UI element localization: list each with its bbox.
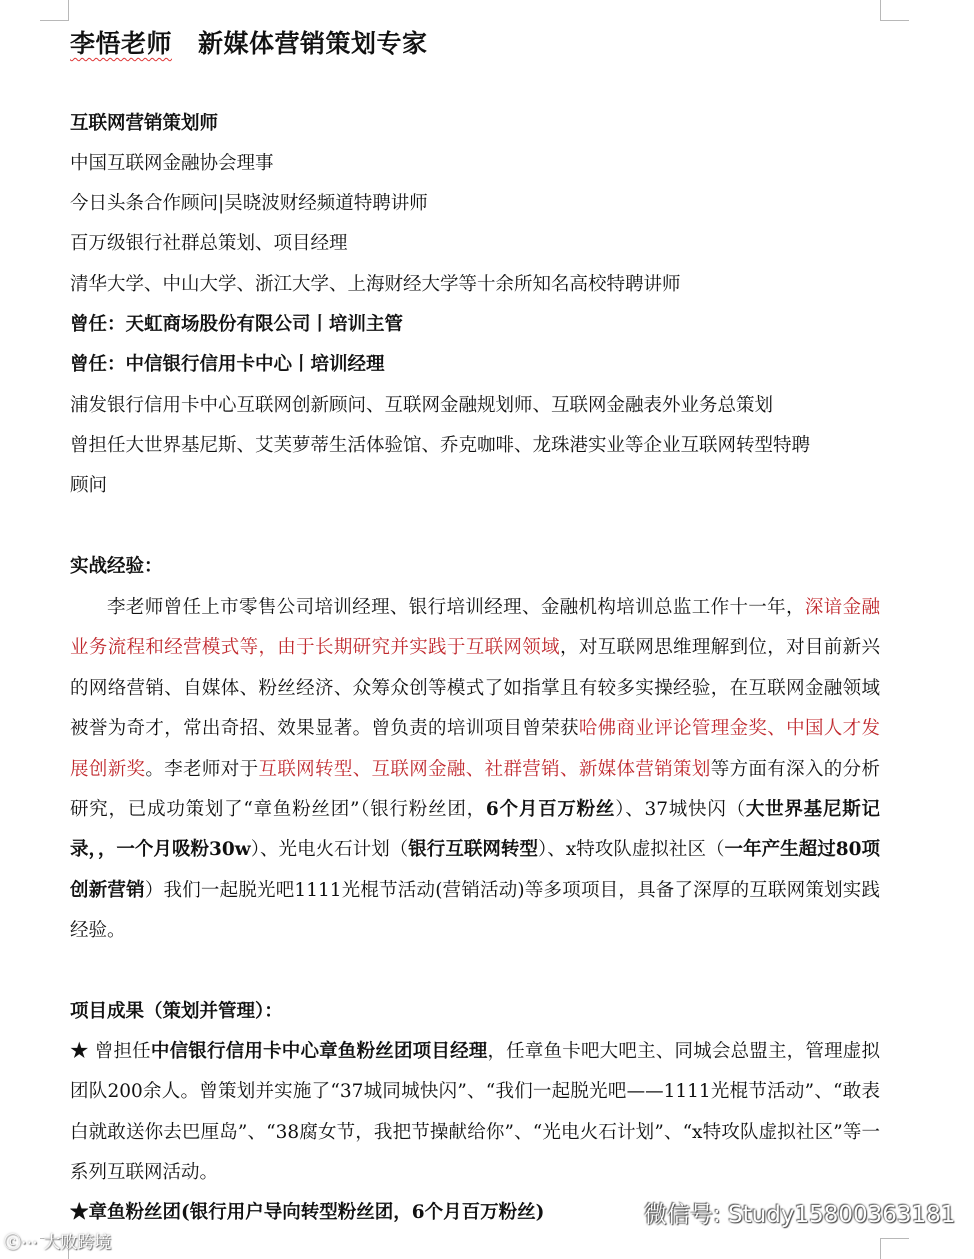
text-segment: ）我们一起脱光吧1111光棍节活动(营销活动)等多项项目，具备了深厚的互联网策划实践经验。 <box>70 879 880 942</box>
title-role: 新媒体营销策划专家 <box>198 29 428 58</box>
text-segment: 等方面有深入的分析研究，已成功策划了“章鱼粉丝团”（银行粉丝团， <box>70 758 880 821</box>
profile-line: 中国互联网金融协会理事 <box>70 153 274 174</box>
bold-segment: 银行互联网转型 <box>408 839 538 861</box>
text-segment: ，对互联网思维理解到位，对目前新兴的网络营销、自媒体、粉丝经济、众筹众创等模式了如指掌且有较多实操经验，在互联网金融领域被誉为奇才，常出奇招、效果显著。曾负责的培训项目曾荣获 <box>70 637 880 740</box>
text-segment: ★ 曾担任 <box>70 1041 151 1062</box>
profile-line: 百万级银行社群总策划、项目经理 <box>70 233 348 254</box>
profile-line: 今日头条合作顾问|吴晓波财经频道特聘讲师 <box>70 193 428 214</box>
wechat-icon <box>612 1203 638 1225</box>
profile-line: 曾担任大世界基尼斯、艾芙萝蒂生活体验馆、乔克咖啡、龙珠港实业等企业互联网转型特聘 <box>70 435 811 456</box>
highlight-segment: 深谙金融业务流程和经营模式等，由于长期研究并实践于互联网领域 <box>70 597 880 659</box>
profile-line: 曾任：中信银行信用卡中心丨培训经理 <box>70 354 385 375</box>
experience-paragraph <box>70 588 880 952</box>
profile-line: 顾问 <box>70 475 108 496</box>
corner-mark-top-right <box>880 0 909 21</box>
text-segment: 。李老师对于 <box>145 758 259 780</box>
corner-watermark-text: 大败跨境 <box>43 1233 112 1253</box>
profile-line: 浦发银行信用卡中心互联网创新顾问、互联网金融规划师、互联网金融表外业务总策划 <box>70 395 774 416</box>
text-segment: ）、x特攻队虚拟社区（ <box>538 839 725 861</box>
results-item: ★章鱼粉丝团(银行用户导向转型粉丝团，6个月百万粉丝) <box>70 1202 545 1223</box>
text-segment: ）、光电火石计划（ <box>250 839 409 861</box>
wechat-watermark <box>612 1196 955 1229</box>
watermark-logo-icon: ⓒ⋯ <box>4 1233 44 1253</box>
text-segment: ）、37城快闪（ <box>615 799 746 821</box>
page-title <box>70 24 428 60</box>
bold-segment: 大世界基尼斯记录，，一个月吸粉30w <box>70 799 881 861</box>
results-heading: 项目成果（策划并管理）： <box>70 1001 283 1022</box>
profile-line: 清华大学、中山大学、浙江大学、上海财经大学等十余所知名高校特聘讲师 <box>70 274 681 295</box>
corner-mark-top-left <box>40 0 69 21</box>
bold-segment: 一年产生超过80项创新营销 <box>70 839 881 901</box>
bold-segment: 6个月百万粉丝 <box>485 799 616 821</box>
results-item <box>70 1032 880 1194</box>
highlight-segment: 哈佛商业评论管理金奖、中国人才发展创新奖 <box>70 718 880 780</box>
corner-mark-bottom-right <box>880 1238 909 1259</box>
corner-watermark <box>4 1228 111 1253</box>
wechat-id-text: 微信号: Study15800363181 <box>644 1202 956 1228</box>
title-name: 李悟老师 <box>70 29 173 58</box>
text-segment: 李老师曾任上市零售公司培训经理、银行培训经理、金融机构培训总监工作十一年， <box>107 597 805 618</box>
text-segment: ，任章鱼卡吧大吧主、同城会总盟主，管理虚拟团队200余人。曾策划并实施了“37城同城快闪”、“我们一起脱光吧——1111光棍节活动”、“敢表白就敢送你去巴厘岛”、“38腐女节，我把节操献给你”、“光电火石计划”、“x特攻队虚拟社区”等一系列互联网活动。 <box>70 1041 880 1184</box>
experience-heading: 实战经验： <box>70 556 163 577</box>
highlight-segment: 互联网转型、互联网金融、社群营销、新媒体营销策划 <box>258 758 711 780</box>
profile-line: 曾任：天虹商场股份有限公司丨培训主管 <box>70 314 404 335</box>
bold-segment: 中信银行信用卡中心章鱼粉丝团项目经理 <box>150 1041 488 1062</box>
profile-line: 互联网营销策划师 <box>70 113 219 134</box>
